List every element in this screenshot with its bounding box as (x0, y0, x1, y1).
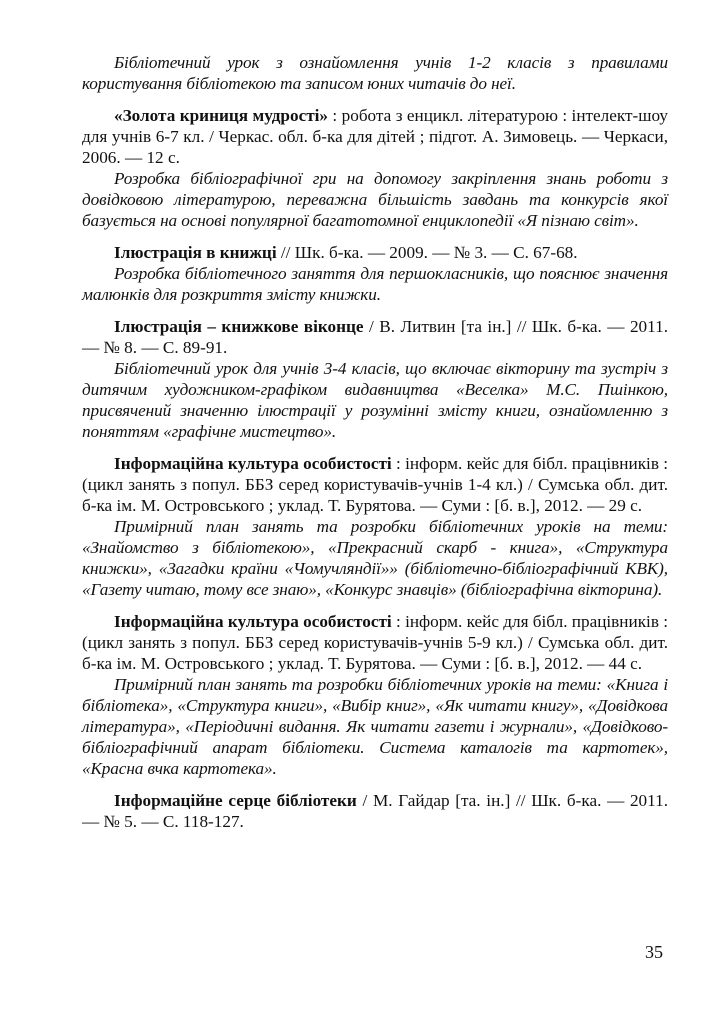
entry-citation (82, 790, 668, 832)
entry-title: Інформаційне серце бібліотеки (114, 791, 357, 810)
bibliography-entry (82, 52, 668, 94)
entry-citation (82, 316, 668, 358)
entry-details: : інформ. кейс для бібл. працівників : (цикл занять з попул. ББЗ серед користувачів-учнів 5-9 кл.) / Сумська обл. дит. б-ка ім. М. Островського ; уклад. Т. Бурятова. — Суми : [б. в.], 2012. — 44 с. (82, 612, 669, 673)
entry-annotation: Бібліотечний урок для учнів 3-4 класів, що включає вікторину та зустріч з дитячим художником-графіком видавництва «Веселка» М.С. Пшінкою, присвячений значенню ілюстрації у розумінні змісту книги, ознайомленню з поняттям «графічне мистецтво». (82, 359, 668, 441)
entry-citation (82, 611, 668, 674)
entry-title: Інформаційна культура особистості (114, 612, 392, 631)
entry-details: / М. Гайдар [та. ін.] // Шк. б-ка. — 2011. — № 5. — С. 118-127. (82, 791, 668, 831)
entry-annotation: Примірний план занять та розробки бібліотечних уроків на теми: «Книга і бібліотека», «Структура книги», «Вибір книг», «Як читати книгу», «Довідкова література», «Періодичні видання. Як читати газети і журнали», «Довідково-бібліографічний апарат бібліотеки. Система каталогів та картотек», «Красна вчка картотека». (82, 675, 668, 778)
entry-title: Інформаційна культура особистості (114, 454, 392, 473)
entry-citation (82, 453, 668, 516)
entry-annotation: Примірний план занять та розробки бібліотечних уроків на теми: «Знайомство з бібліотекою», «Прекрасний скарб - книга», «Структура книжки», «Загадки країни «Чомучляндії»» (бібліотечно-бібліографічний КВК), «Газету читаю, тому все знаю», «Конкурс знавців» (бібліографічна вікторина). (82, 517, 668, 599)
page-number: 35 (645, 942, 663, 962)
entry-details: // Шк. б-ка. — 2009. — № 3. — С. 67-68. (276, 243, 578, 262)
bibliography-entry (82, 611, 668, 779)
entry-annotation: Розробка бібліографічної гри на допомогу закріплення знань роботи з довідковою літературою, переважна більшість завдань та конкурсів якої базується на основі популярної багатотомної енциклопедії «Я пізнаю світ». (82, 169, 668, 230)
bibliography-entry (82, 453, 668, 600)
entry-title: Ілюстрація в книжці (114, 243, 277, 262)
bibliography-entry (82, 316, 668, 442)
entry-title: «Золота криниця мудрості» (114, 106, 329, 125)
bibliography-entry (82, 105, 668, 231)
entry-citation (82, 105, 668, 168)
entry-annotation: Бібліотечний урок з ознайомлення учнів 1-2 класів з правилами користування бібліотекою та записом юних читачів до неї. (82, 53, 668, 93)
entry-details: / В. Литвин [та ін.] // Шк. б-ка. — 2011. — № 8. — С. 89-91. (82, 317, 668, 357)
entry-title: Ілюстрація – книжкове віконце (114, 317, 364, 336)
document-page (82, 52, 668, 843)
bibliography-entry (82, 790, 668, 832)
entry-annotation: Розробка бібліотечного заняття для першокласників, що пояснює значення малюнків для розкриття змісту книжки. (82, 264, 668, 304)
entry-details: : інформ. кейс для бібл. працівників : (цикл занять з попул. ББЗ серед користувачів-учнів 1-4 кл.) / Сумська обл. дит. б-ка ім. М. Островського ; уклад. Т. Бурятова. — Суми : [б. в.], 2012. — 29 с. (82, 454, 669, 515)
bibliography-entry (82, 242, 668, 305)
entry-details: : робота з енцикл. літературою : інтелект-шоу для учнів 6-7 кл. / Черкас. обл. б-ка для дітей ; підгот. А. Зимовець. — Черкаси, 2006. — 12 с. (82, 106, 668, 167)
entry-citation (82, 242, 668, 263)
